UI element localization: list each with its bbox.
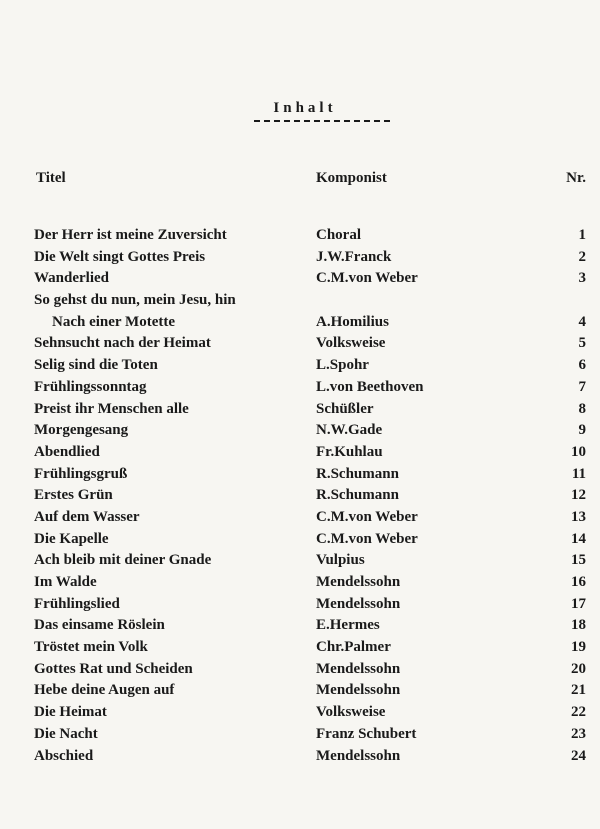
entry-composer: Vulpius xyxy=(316,552,365,569)
entry-number: 14 xyxy=(571,530,586,547)
list-item xyxy=(0,442,600,464)
entry-number: 11 xyxy=(571,465,586,482)
entry-composer: L.Spohr xyxy=(316,357,369,374)
entry-number: 6 xyxy=(578,357,586,374)
entry-title: Preist ihr Menschen alle xyxy=(34,400,189,417)
entry-title: Abschied xyxy=(34,747,94,764)
entry-composer: N.W.Gade xyxy=(316,422,383,439)
entry-composer: Franz Schubert xyxy=(316,725,417,742)
entry-title: Erstes Grün xyxy=(34,487,113,504)
list-item xyxy=(0,247,600,269)
entry-title: Tröstet mein Volk xyxy=(34,639,148,656)
entry-number: 22 xyxy=(571,704,586,721)
list-item xyxy=(0,529,600,551)
entry-number: 21 xyxy=(571,682,586,699)
list-item xyxy=(0,680,600,702)
entry-composer: Choral xyxy=(316,227,361,243)
column-header-row xyxy=(0,170,600,190)
entry-title: Hebe deine Augen auf xyxy=(34,682,175,699)
entry-title: Auf dem Wasser xyxy=(34,508,140,525)
entry-composer: L.von Beethoven xyxy=(316,378,424,395)
list-item xyxy=(0,268,600,290)
entry-composer: Mendelssohn xyxy=(316,595,401,612)
list-item xyxy=(0,464,600,486)
list-item xyxy=(0,594,600,616)
entry-number: 23 xyxy=(571,725,586,742)
list-item xyxy=(0,637,600,659)
list-item xyxy=(0,485,600,507)
list-item xyxy=(0,572,600,594)
column-header-title: Titel xyxy=(36,170,66,186)
entry-number: 12 xyxy=(571,487,586,504)
entry-number: 15 xyxy=(571,552,586,569)
entry-title: Selig sind die Toten xyxy=(34,357,158,374)
entry-composer: Chr.Palmer xyxy=(316,639,391,656)
entry-title: Sehnsucht nach der Heimat xyxy=(34,335,211,352)
list-item xyxy=(0,355,600,377)
entry-number: 24 xyxy=(571,747,586,764)
entry-number: 9 xyxy=(578,422,586,439)
entry-title: Wanderlied xyxy=(34,270,110,287)
list-item xyxy=(0,615,600,637)
entry-composer: Volksweise xyxy=(316,704,386,721)
list-item xyxy=(0,659,600,681)
entry-number: 7 xyxy=(578,378,586,395)
entry-title: Die Welt singt Gottes Preis xyxy=(34,248,206,265)
entry-title: Nach einer Motette xyxy=(52,313,176,330)
entry-number: 4 xyxy=(578,313,586,330)
entry-number: 16 xyxy=(571,574,586,590)
entry-title: Frühlingsgruß xyxy=(34,465,128,482)
list-item xyxy=(0,225,600,247)
entry-composer: Volksweise xyxy=(316,335,386,352)
entry-title: Morgengesang xyxy=(34,422,129,439)
entry-composer: Schüßler xyxy=(316,400,374,417)
page-title: Inhalt xyxy=(273,100,337,116)
entry-title: Im Walde xyxy=(34,574,97,590)
contents-list xyxy=(0,225,600,767)
entry-title: Abendlied xyxy=(34,443,100,460)
entry-composer: Mendelssohn xyxy=(316,574,401,590)
title-underline xyxy=(254,120,390,122)
list-item xyxy=(0,702,600,724)
entry-number: 1 xyxy=(578,227,586,243)
entry-composer: C.M.von Weber xyxy=(316,508,418,525)
entry-number: 8 xyxy=(578,400,586,417)
entry-composer: Mendelssohn xyxy=(316,747,401,764)
entry-title: Gottes Rat und Scheiden xyxy=(34,660,193,677)
column-header-number: Nr. xyxy=(566,170,586,186)
list-item xyxy=(0,507,600,529)
entry-title: Frühlingslied xyxy=(34,595,120,612)
entry-title: Die Nacht xyxy=(34,725,98,742)
list-item xyxy=(0,312,600,334)
list-item xyxy=(0,550,600,572)
entry-title: Die Heimat xyxy=(34,704,107,721)
list-item xyxy=(0,420,600,442)
list-item xyxy=(0,399,600,421)
list-item xyxy=(0,290,600,312)
entry-number: 3 xyxy=(578,270,586,287)
entry-number: 13 xyxy=(571,508,586,525)
entry-number: 5 xyxy=(578,335,586,352)
entry-composer: Mendelssohn xyxy=(316,682,401,699)
entry-number: 20 xyxy=(571,660,586,677)
entry-composer: R.Schumann xyxy=(316,487,399,504)
entry-composer: J.W.Franck xyxy=(316,248,392,265)
list-item xyxy=(0,333,600,355)
entry-title: Ach bleib mit deiner Gnade xyxy=(34,552,212,569)
entry-title: Die Kapelle xyxy=(34,530,109,547)
entry-composer: Fr.Kuhlau xyxy=(316,443,383,460)
entry-number: 19 xyxy=(571,639,586,656)
column-header-composer: Komponist xyxy=(316,170,387,186)
entry-composer: A.Homilius xyxy=(316,313,389,330)
entry-title: So gehst du nun, mein Jesu, hin xyxy=(34,292,236,309)
list-item xyxy=(0,746,600,768)
entry-number: 2 xyxy=(578,248,586,265)
entry-composer: Mendelssohn xyxy=(316,660,401,677)
entry-title: Das einsame Röslein xyxy=(34,617,165,634)
entry-composer: E.Hermes xyxy=(316,617,380,634)
entry-composer: R.Schumann xyxy=(316,465,399,482)
entry-title: Der Herr ist meine Zuversicht xyxy=(34,227,227,243)
list-item xyxy=(0,377,600,399)
entry-composer: C.M.von Weber xyxy=(316,270,418,287)
entry-number: 18 xyxy=(571,617,586,634)
list-item xyxy=(0,724,600,746)
entry-title: Frühlingssonntag xyxy=(34,378,147,395)
entry-number: 17 xyxy=(571,595,586,612)
entry-composer: C.M.von Weber xyxy=(316,530,418,547)
entry-number: 10 xyxy=(571,443,586,460)
